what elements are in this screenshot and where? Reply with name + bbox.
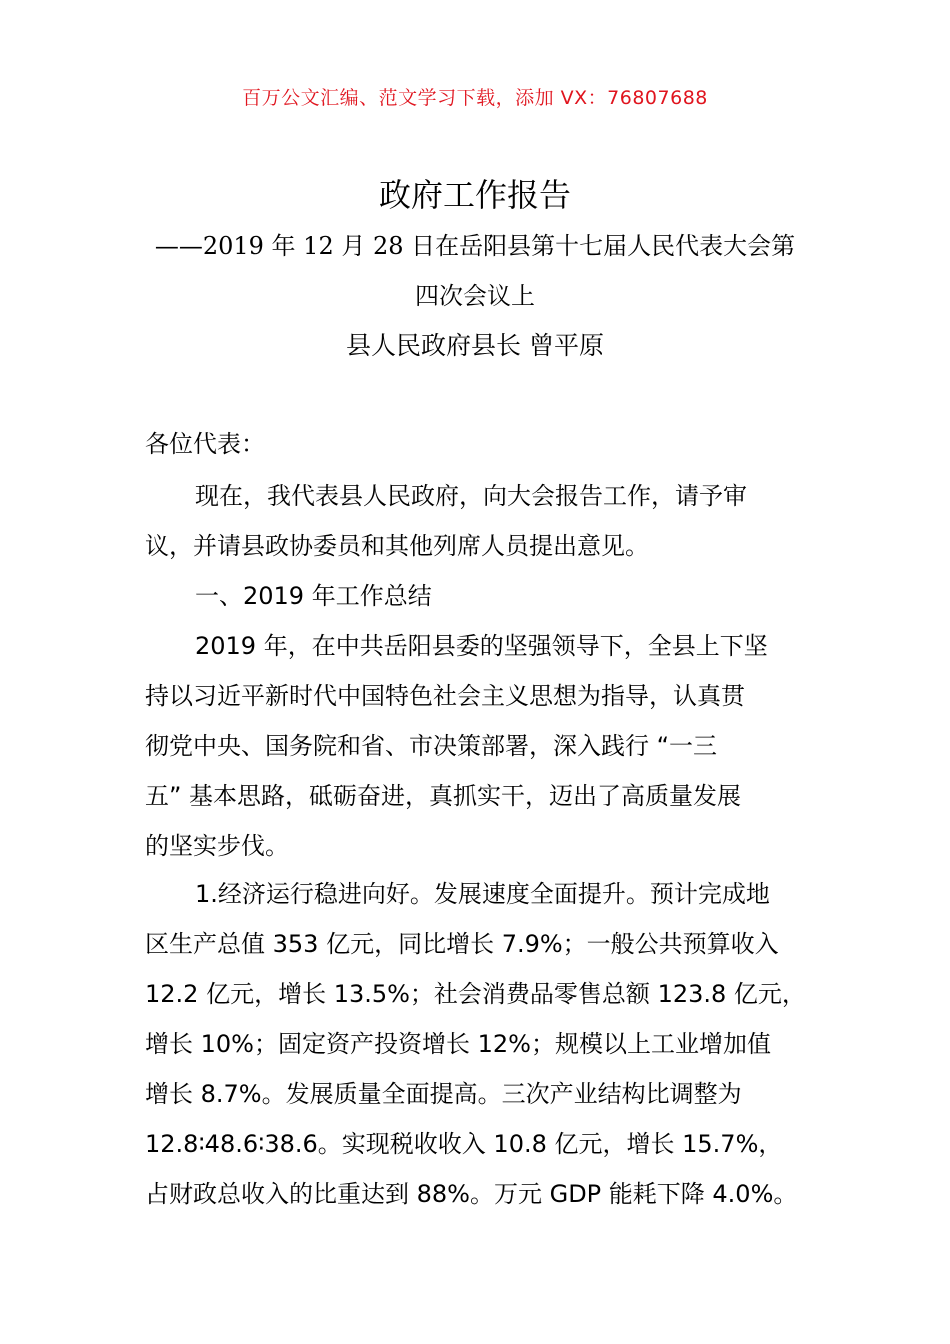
paragraph-line: 议，并请县政协委员和其他列席人员提出意见。: [145, 532, 649, 560]
paragraph-line: 12.2 亿元，增长 13.5%；社会消费品零售总额 123.8 亿元，: [145, 980, 806, 1008]
paragraph-line: 增长 10%；固定资产投资增长 12%；规模以上工业增加值: [145, 1030, 771, 1058]
paragraph-line: 12.8∶48.6∶38.6。实现税收收入 10.8 亿元，增长 15.7%，: [145, 1130, 783, 1158]
page-title: 政府工作报告: [378, 176, 571, 214]
paragraph-line: 彻党中央、国务院和省、市决策部署，深入践行 “一三: [145, 732, 718, 760]
paragraph-line: 持以习近平新时代中国特色社会主义思想为指导，认真贯: [145, 682, 745, 710]
subtitle-line-2: 四次会议上: [415, 282, 535, 310]
paragraph-line: 增长 8.7%。发展质量全面提高。三次产业结构比调整为: [145, 1080, 742, 1108]
section-1-heading: 一、2019 年工作总结: [195, 582, 432, 610]
paragraph-line: 五” 基本思路，砥砺奋进，真抓实干，迈出了高质量发展: [145, 782, 742, 810]
watermark-banner: 百万公文汇编、范文学习下载，添加 VX：76807688: [242, 87, 708, 109]
paragraph-line: 2019 年，在中共岳阳县委的坚强领导下，全县上下坚: [195, 632, 768, 660]
paragraph-line: 现在，我代表县人民政府，向大会报告工作，请予审: [195, 482, 747, 510]
subtitle-line-1: ——2019 年 12 月 28 日在岳阳县第十七届人民代表大会第: [154, 232, 796, 260]
paragraph-line: 1.经济运行稳进向好。发展速度全面提升。预计完成地: [195, 880, 770, 908]
paragraph-line: 的坚实步伐。: [145, 832, 289, 860]
author-line: 县人民政府县长 曾平原: [346, 331, 604, 360]
paragraph-line: 区生产总值 353 亿元，同比增长 7.9%；一般公共预算收入: [145, 930, 779, 958]
salutation-text: 各位代表：: [145, 430, 265, 458]
paragraph-line: 占财政总收入的比重达到 88%。万元 GDP 能耗下降 4.0%。: [145, 1180, 798, 1208]
